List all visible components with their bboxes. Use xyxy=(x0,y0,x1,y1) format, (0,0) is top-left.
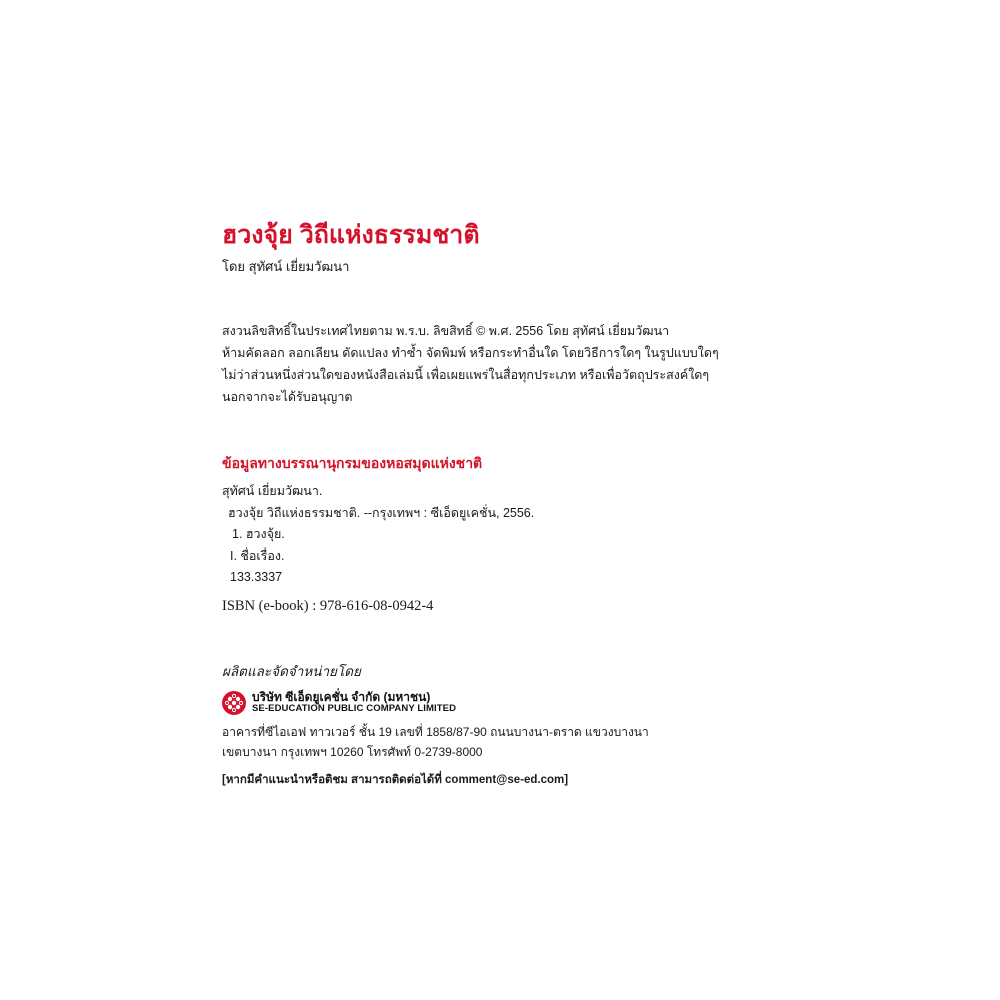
copyright-line: สงวนลิขสิทธิ์ในประเทศไทยตาม พ.ร.บ. ลิขสิทธิ์ © พ.ศ. 2556 โดย สุทัศน์ เยี่ยมวัฒนา xyxy=(222,324,670,338)
company-name-thai: บริษัท ซีเอ็ดยูเคชั่น จำกัด (มหาชน) xyxy=(252,690,431,704)
book-title: ฮวงจุ้ย วิถีแห่งธรรมชาติ xyxy=(222,221,480,249)
cip-heading: ข้อมูลทางบรรณานุกรมของหอสมุดแห่งชาติ xyxy=(222,455,483,471)
cip-record xyxy=(222,481,534,589)
cip-subject: 1. ฮวงจุ้ย. xyxy=(232,527,285,541)
cip-entry: ฮวงจุ้ย วิถีแห่งธรรมชาติ. --กรุงเทพฯ : ซีเอ็ดยูเคชั่น, 2556. xyxy=(228,505,535,520)
address-line: อาคารที่ซีไอเอฟ ทาวเวอร์ ชั้น 19 เลขที่ 1858/87-90 ถนนบางนา-ตราด แขวงบางนา xyxy=(222,725,649,739)
feedback-contact: [หากมีคำแนะนำหรือติชม สามารถติดต่อได้ที่ comment@se-ed.com] xyxy=(222,774,569,786)
isbn: ISBN (e-book) : 978-616-08-0942-4 xyxy=(222,598,434,614)
company-name-english: SE-EDUCATION PUBLIC COMPANY LIMITED xyxy=(252,703,457,714)
cip-author: สุทัศน์ เยี่ยมวัฒนา. xyxy=(222,484,323,498)
author-line: โดย สุทัศน์ เยี่ยมวัฒนา xyxy=(222,259,350,274)
address-line: เขตบางนา กรุงเทพฯ 10260 โทรศัพท์ 0-2739-8000 xyxy=(222,745,483,759)
copyright-notice xyxy=(222,320,719,408)
cip-title-ref: I. ชื่อเรื่อง. xyxy=(230,548,285,563)
distributor-label: ผลิตและจัดจำหน่ายโดย xyxy=(222,664,361,679)
company-address xyxy=(222,722,649,762)
publisher-logo xyxy=(222,688,456,718)
copyright-line: นอกจากจะได้รับอนุญาต xyxy=(222,390,353,404)
copyright-line: ห้ามคัดลอก ลอกเลียน ดัดแปลง ทำซ้ำ จัดพิมพ์ หรือกระทำอื่นใด โดยวิธีการใดๆ ในรูปแบบใดๆ xyxy=(222,346,719,360)
se-ed-logo-icon xyxy=(222,691,246,715)
cip-class-number: 133.3337 xyxy=(230,570,283,584)
copyright-line: ไม่ว่าส่วนหนึ่งส่วนใดของหนังสือเล่มนี้ เพื่อเผยแพร่ในสื่อทุกประเภท หรือเพื่อวัตถุประสงค์ใดๆ xyxy=(222,368,710,382)
